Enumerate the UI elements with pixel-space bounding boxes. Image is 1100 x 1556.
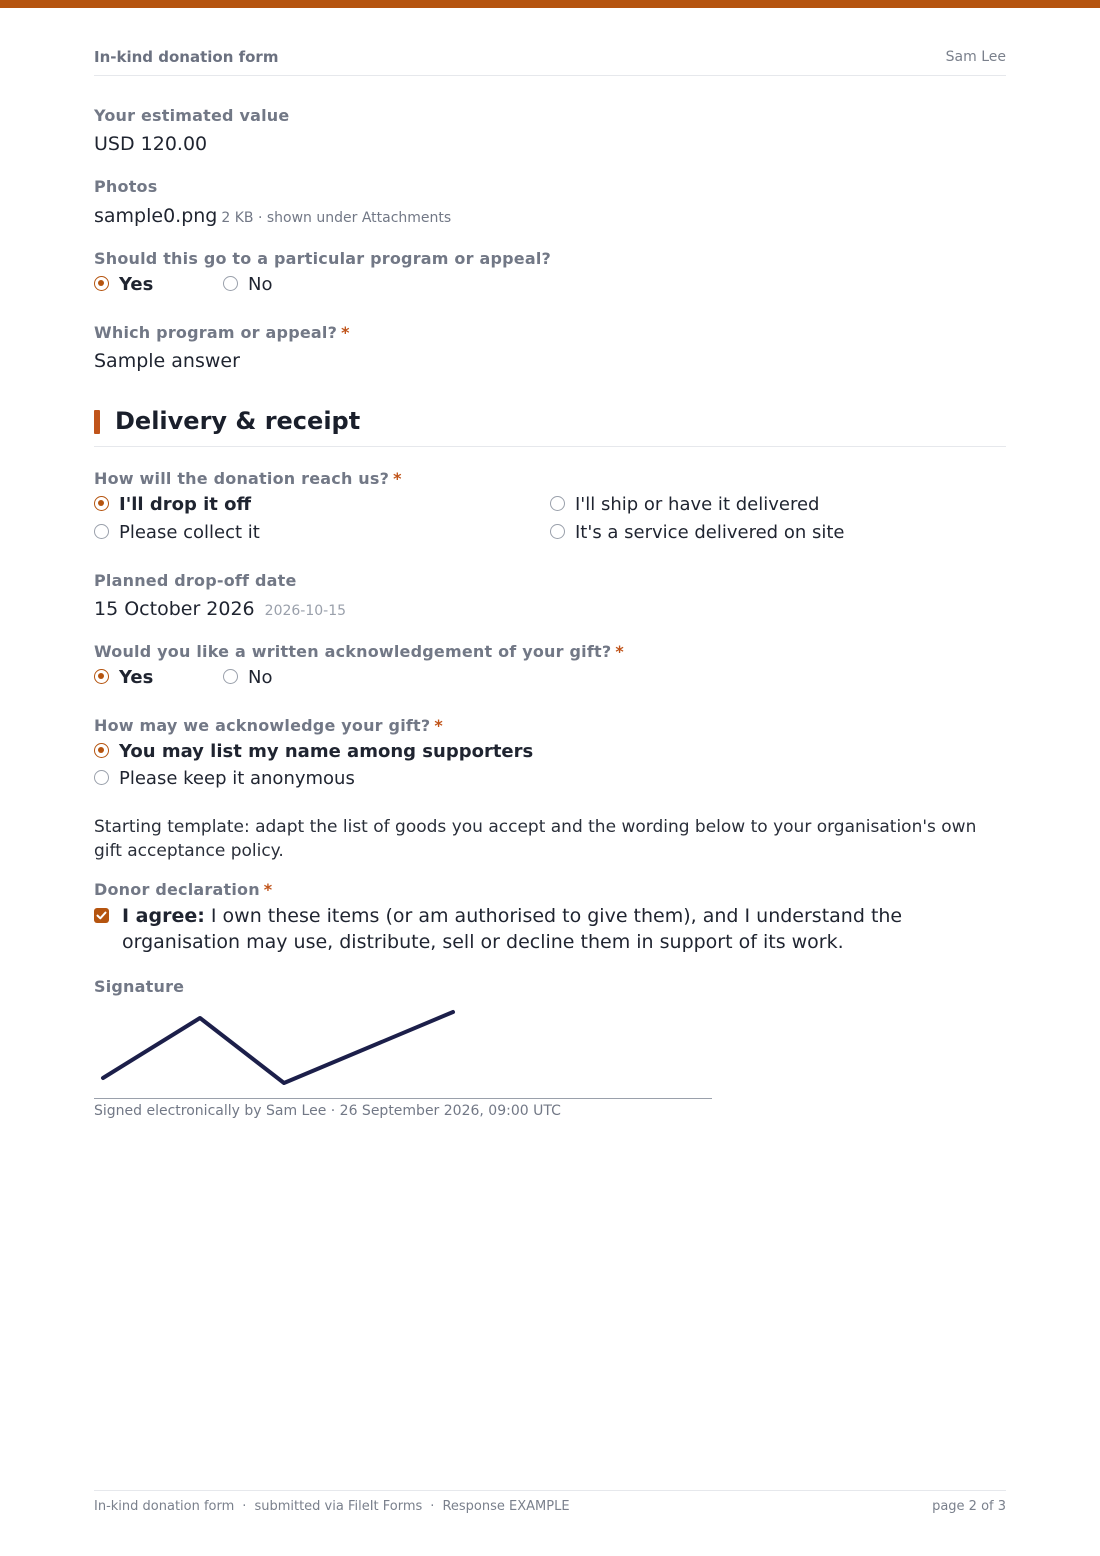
- radio-empty-icon: [223, 669, 238, 684]
- field-label: Your estimated value: [94, 106, 290, 125]
- accent-top-bar: [0, 0, 1100, 8]
- radio-selected-icon: [94, 276, 109, 291]
- field-program-which: [94, 323, 1006, 373]
- radio-option-yes[interactable]: [94, 666, 153, 690]
- radio-option-list-name[interactable]: [94, 740, 533, 764]
- radio-option-no[interactable]: [223, 273, 272, 297]
- field-label: Signature: [94, 977, 185, 996]
- field-label: Would you like a written acknowledgement of your gift?: [94, 642, 612, 661]
- option-label: I'll drop it off: [119, 494, 252, 515]
- footer-separator: ·: [430, 1499, 435, 1514]
- option-label: No: [248, 667, 273, 688]
- field-label: Which program or appeal?: [94, 323, 338, 342]
- footer-submitted: submitted via FileIt Forms: [254, 1499, 423, 1514]
- signature-box: [94, 1000, 712, 1099]
- checkmark-icon: [94, 908, 109, 923]
- radio-empty-icon: [550, 524, 565, 539]
- header-user-name: Sam Lee: [945, 49, 1006, 65]
- field-acknowledge-how: [94, 716, 1006, 796]
- option-label: Please keep it anonymous: [119, 768, 355, 789]
- field-estimated-value: [94, 106, 1006, 156]
- template-note: Starting template: adapt the list of goods you accept and the wording below to your organisation's own gift acceptance policy.: [94, 817, 977, 861]
- radio-option-drop-off[interactable]: [94, 493, 251, 517]
- section-accent-bar: [94, 410, 100, 434]
- field-donor-declaration: [94, 880, 1006, 900]
- radio-empty-icon: [223, 276, 238, 291]
- option-label: Yes: [119, 667, 154, 688]
- photo-filename-link[interactable]: sample0.png: [94, 205, 218, 227]
- required-marker: *: [263, 880, 273, 899]
- declaration-text: [122, 903, 952, 955]
- radio-selected-icon: [94, 669, 109, 684]
- radio-option-service[interactable]: [550, 521, 844, 545]
- radio-selected-icon: [94, 743, 109, 758]
- radio-option-anonymous[interactable]: [94, 767, 355, 791]
- signature-drawing: [94, 1000, 712, 1099]
- section-heading: [94, 405, 1006, 447]
- option-label: I'll ship or have it delivered: [575, 494, 820, 515]
- field-label: Planned drop-off date: [94, 571, 297, 590]
- field-label: How may we acknowledge your gift?: [94, 716, 431, 735]
- field-signature: [94, 977, 1006, 997]
- option-label: You may list my name among supporters: [119, 741, 534, 762]
- required-marker: *: [434, 716, 443, 735]
- footer-form-name: In-kind donation form: [94, 1499, 235, 1514]
- footer-page-number: page 2 of 3: [932, 1499, 1006, 1514]
- declaration-body: I own these items (or am authorised to give them), and I understand the organisation may use, distribute, sell or decline them in support of its work.: [122, 905, 903, 953]
- radio-option-yes[interactable]: [94, 273, 153, 297]
- field-value: USD 120.00: [94, 133, 208, 155]
- field-label: Should this go to a particular program or appeal?: [94, 249, 551, 268]
- option-label: No: [248, 274, 273, 295]
- field-value: Sample answer: [94, 350, 240, 372]
- required-marker: *: [615, 642, 624, 661]
- section-title: Delivery & receipt: [115, 407, 361, 435]
- date-iso: 2026-10-15: [264, 603, 347, 619]
- declaration-checkbox[interactable]: [94, 908, 109, 923]
- option-label: It's a service delivered on site: [575, 522, 845, 543]
- footer-response: Response EXAMPLE: [442, 1499, 570, 1514]
- photo-meta: 2 KB · shown under Attachments: [221, 210, 452, 226]
- page-header: [94, 48, 1006, 76]
- field-acknowledgement: [94, 642, 1006, 692]
- radio-selected-icon: [94, 496, 109, 511]
- option-label: Please collect it: [119, 522, 260, 543]
- date-value: 15 October 2026: [94, 598, 255, 620]
- field-delivery-method: [94, 469, 1006, 549]
- field-label: How will the donation reach us?: [94, 469, 390, 488]
- required-marker: *: [341, 323, 350, 342]
- radio-option-no[interactable]: [223, 666, 272, 690]
- radio-empty-icon: [94, 524, 109, 539]
- field-photos: [94, 177, 1006, 230]
- option-label: Yes: [119, 274, 154, 295]
- field-label: Donor declaration: [94, 880, 260, 899]
- required-marker: *: [393, 469, 402, 488]
- field-label: Photos: [94, 177, 158, 196]
- signature-caption: Signed electronically by Sam Lee · 26 September 2026, 09:00 UTC: [94, 1103, 561, 1119]
- radio-option-collect[interactable]: [94, 521, 260, 545]
- radio-option-ship[interactable]: [550, 493, 819, 517]
- declaration-lead: I agree:: [122, 905, 205, 927]
- page-footer: [94, 1490, 1006, 1520]
- footer-separator: ·: [242, 1499, 247, 1514]
- field-dropoff-date: [94, 571, 1006, 623]
- radio-empty-icon: [550, 496, 565, 511]
- radio-empty-icon: [94, 770, 109, 785]
- header-form-title: In-kind donation form: [94, 48, 279, 66]
- field-program-question: [94, 249, 1006, 299]
